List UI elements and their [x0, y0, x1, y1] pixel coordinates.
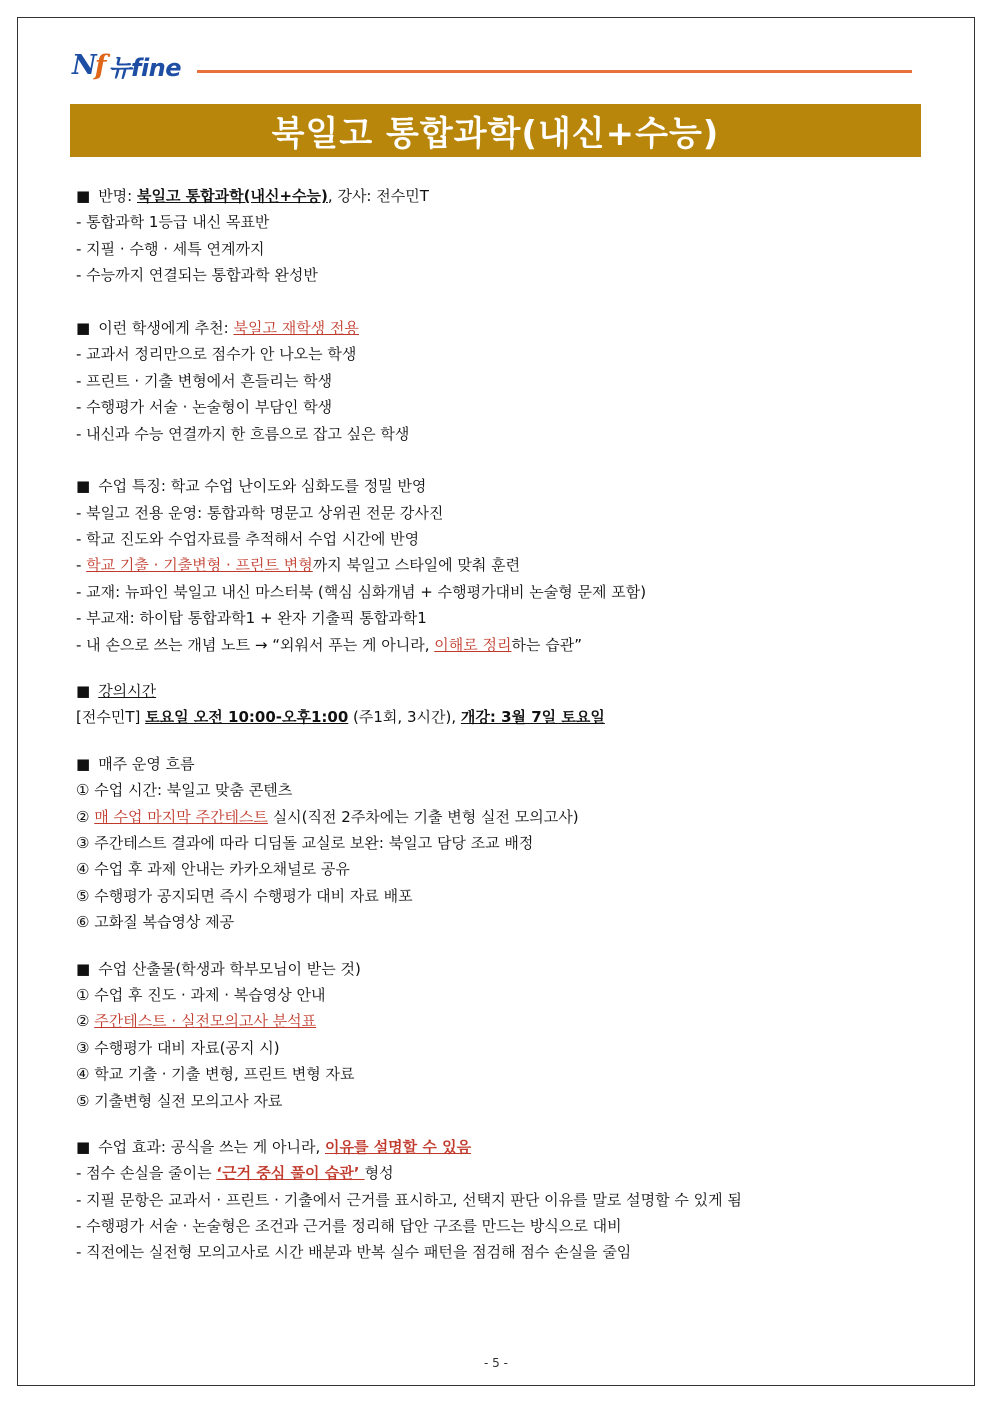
- effects-highlight: 이유를 설명할 수 있음: [325, 1137, 472, 1156]
- list-item: ③ 수행평가 대비 자료(공지 시): [76, 1038, 280, 1057]
- class-time: 토요일 오전 10:00-오후1:00: [145, 708, 349, 727]
- section-class-heading: ■ 반명: 북일고 통합과학(내신+수능), 강사: 전수민T: [76, 187, 429, 205]
- list-item: ② 주간테스트 · 실전모의고사 분석표: [76, 1012, 317, 1031]
- list-item: - 북일고 전용 운영: 통합과학 명문고 상위권 전문 강사진: [76, 503, 444, 522]
- section-features-heading: ■ 수업 특징: 학교 수업 난이도와 심화도를 정밀 반영: [76, 477, 427, 496]
- list-item: - 수행평가 서술 · 논술형이 부담인 학생: [76, 398, 333, 417]
- bullet-square-icon: ■: [76, 754, 91, 773]
- list-item: - 교재: 뉴파인 북일고 내신 마스터북 (핵심 심화개념 + 수행평가대비 논술형 문제 포함): [76, 582, 647, 601]
- section-schedule-heading: ■ 강의시간: [76, 682, 157, 701]
- document-body: [76, 183, 936, 1266]
- feature-highlight: 학교 기출 · 기출변형 · 프린트 변형: [86, 556, 313, 575]
- list-item: ⑥ 고화질 복습영상 제공: [76, 913, 235, 932]
- list-item: ① 수업 시간: 북일고 맞춤 콘텐츠: [76, 781, 293, 800]
- list-item: - 내 손으로 쓰는 개념 노트 → “외워서 푸는 게 아니라, 이해로 정리하는 습관”: [76, 635, 582, 654]
- list-item: - 교과서 정리만으로 점수가 안 나오는 학생: [76, 345, 357, 364]
- list-item: ⑤ 기출변형 실전 모의고사 자료: [76, 1091, 283, 1110]
- list-item: ① 수업 후 진도 · 과제 · 복습영상 안내: [76, 985, 326, 1004]
- list-item: - 직전에는 실전형 모의고사로 시간 배분과 반복 실수 패턴을 점검해 점수 손실을 줄임: [76, 1243, 632, 1262]
- list-item: - 점수 손실을 줄이는 ‘근거 중심 풀이 습관’ 형성: [76, 1164, 394, 1183]
- list-item: - 지필 · 수행 · 세특 연계까지: [76, 239, 265, 258]
- list-item: ⑤ 수행평가 공지되면 즉시 수행평가 대비 자료 배포: [76, 886, 413, 905]
- habit-highlight: ‘근거 중심 풀이 습관’: [216, 1164, 365, 1183]
- logo-mark: Nf: [72, 49, 105, 81]
- page-title: 북일고 통합과학(내신+수능): [271, 114, 720, 154]
- list-item: - 학교 기출 · 기출변형 · 프린트 변형까지 북일고 스타일에 맞춰 훈련: [76, 556, 521, 575]
- bullet-square-icon: ■: [76, 187, 91, 205]
- recommend-highlight: 북일고 재학생 전용: [233, 318, 359, 337]
- list-item: - 수행평가 서술 · 논술형은 조건과 근거를 정리해 답안 구조를 만드는 방식으로 대비: [76, 1217, 622, 1236]
- list-item: - 지필 문항은 교과서 · 프린트 · 기출에서 근거를 표시하고, 선택지 판단 이유를 말로 설명할 수 있게 됨: [76, 1190, 742, 1209]
- logo: [72, 50, 181, 80]
- class-name: 북일고 통합과학(내신+수능): [137, 187, 328, 205]
- note-highlight: 이해로 정리: [434, 635, 512, 654]
- bullet-square-icon: ■: [76, 1137, 91, 1156]
- bullet-square-icon: ■: [76, 959, 91, 978]
- list-item: ④ 학교 기출 · 기출 변형, 프린트 변형 자료: [76, 1065, 355, 1084]
- list-item: ④ 수업 후 과제 안내는 카카오채널로 공유: [76, 860, 350, 879]
- list-item: - 학교 진도와 수업자료를 추적해서 수업 시간에 반영: [76, 530, 420, 549]
- analysis-highlight: 주간테스트 · 실전모의고사 분석표: [94, 1012, 317, 1031]
- section-weekly-heading: ■ 매주 운영 흐름: [76, 754, 195, 773]
- weekly-test-highlight: 매 수업 마지막 주간테스트: [94, 807, 268, 826]
- header-rule: [197, 70, 912, 73]
- section-deliverables-heading: ■ 수업 산출물(학생과 학부모님이 받는 것): [76, 959, 361, 978]
- schedule-line: [전수민T] 토요일 오전 10:00-오후1:00 (주1회, 3시간), 개강: 3월 7일 토요일: [76, 708, 605, 727]
- list-item: - 프린트 · 기출 변형에서 흔들리는 학생: [76, 371, 333, 390]
- list-item: ③ 주간테스트 결과에 따라 디딤돌 교실로 보완: 북일고 담당 조교 배정: [76, 833, 534, 852]
- list-item: ② 매 수업 마지막 주간테스트 실시(직전 2주차에는 기출 변형 실전 모의고사): [76, 807, 579, 826]
- list-item: - 수능까지 연결되는 통합과학 완성반: [76, 266, 318, 285]
- bullet-square-icon: ■: [76, 477, 91, 496]
- section-recommend-heading: ■ 이런 학생에게 추천: 북일고 재학생 전용: [76, 318, 359, 337]
- list-item: - 통합과학 1등급 내신 목표반: [76, 213, 270, 232]
- logo-text: 뉴fine: [108, 53, 182, 82]
- bullet-square-icon: ■: [76, 318, 91, 337]
- list-item: - 내신과 수능 연결까지 한 흐름으로 잡고 싶은 학생: [76, 424, 410, 443]
- section-effects-heading: ■ 수업 효과: 공식을 쓰는 게 아니라, 이유를 설명할 수 있음: [76, 1137, 472, 1156]
- teacher: 강사: 전수민T: [337, 187, 429, 205]
- title-banner: [70, 104, 921, 157]
- bullet-square-icon: ■: [76, 682, 91, 701]
- open-date: 개강: 3월 7일 토요일: [460, 708, 605, 727]
- page-number: - 5 -: [484, 1356, 508, 1370]
- list-item: - 부교재: 하이탑 통합과학1 + 완자 기출픽 통합과학1: [76, 609, 427, 628]
